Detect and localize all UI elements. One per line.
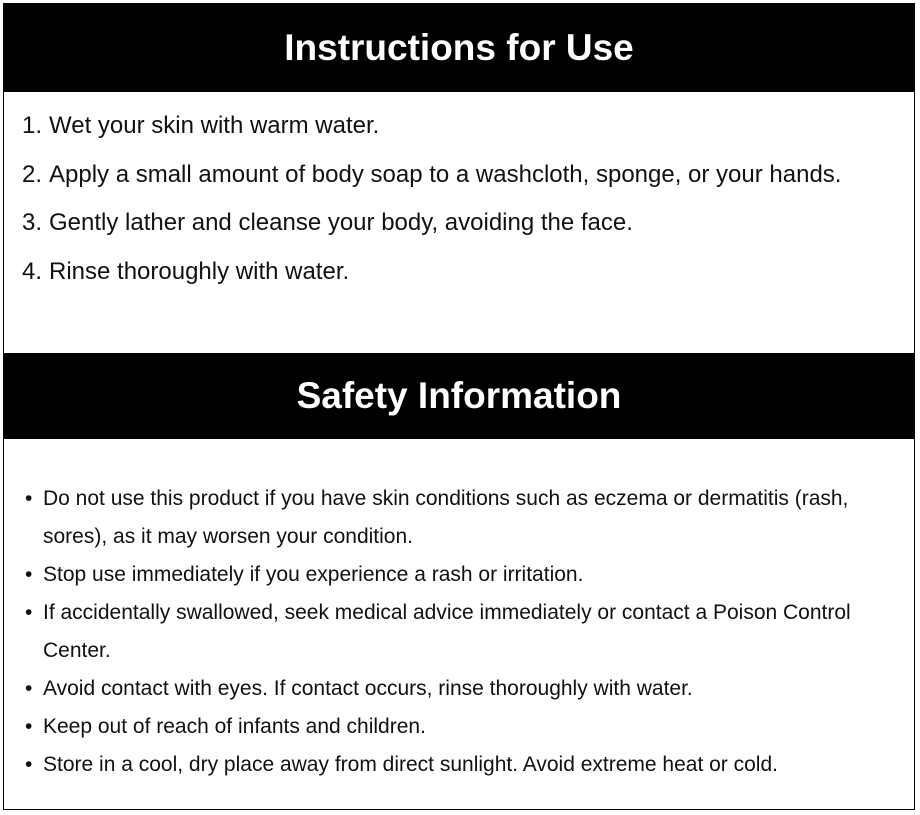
safety-item-text: Keep out of reach of infants and children.: [43, 715, 426, 738]
step-text: Rinse thoroughly with water.: [49, 257, 350, 285]
step-text: Wet your skin with warm water.: [49, 112, 380, 139]
bullet-icon: •: [25, 601, 33, 624]
step-number: 4.: [22, 257, 43, 285]
bullet-icon: •: [25, 715, 33, 738]
bullet-icon: •: [25, 487, 33, 510]
step-number: 2.: [22, 160, 43, 188]
safety-header: [4, 353, 914, 439]
safety-item-text: Stop use immediately if you experience a rash or irritation.: [43, 563, 584, 586]
instructions-list: [4, 102, 914, 296]
safety-item: [4, 556, 914, 594]
instruction-step: [4, 248, 914, 297]
instructions-title: Instructions for Use: [284, 27, 634, 68]
bullet-icon: •: [25, 677, 33, 700]
instructions-header: [4, 4, 914, 92]
safety-item-text: Avoid contact with eyes. If contact occurs, rinse thoroughly with water.: [43, 677, 693, 700]
product-label: [3, 3, 915, 810]
safety-item-text: Store in a cool, dry place away from direct sunlight. Avoid extreme heat or cold.: [43, 753, 778, 776]
safety-item: [4, 670, 914, 708]
safety-item: [4, 594, 914, 670]
bullet-icon: •: [25, 563, 33, 586]
instruction-step: [4, 199, 914, 248]
step-text: Gently lather and cleanse your body, avoiding the face.: [49, 209, 633, 236]
instruction-step: [4, 151, 914, 200]
safety-list: [4, 480, 914, 784]
safety-item-text: Do not use this product if you have skin conditions such as eczema or dermatitis (rash, sores), as it may worsen your condition.: [43, 487, 849, 548]
step-number: 1.: [22, 112, 43, 139]
step-number: 3.: [22, 209, 43, 236]
safety-item: [4, 708, 914, 746]
safety-item-text: If accidentally swallowed, seek medical advice immediately or contact a Poison Control Center.: [43, 601, 851, 662]
safety-item: [4, 746, 914, 784]
safety-item: [4, 480, 914, 556]
instruction-step: [4, 102, 914, 151]
bullet-icon: •: [25, 753, 33, 776]
safety-title: Safety Information: [296, 375, 622, 416]
step-text: Apply a small amount of body soap to a washcloth, sponge, or your hands.: [49, 160, 842, 188]
